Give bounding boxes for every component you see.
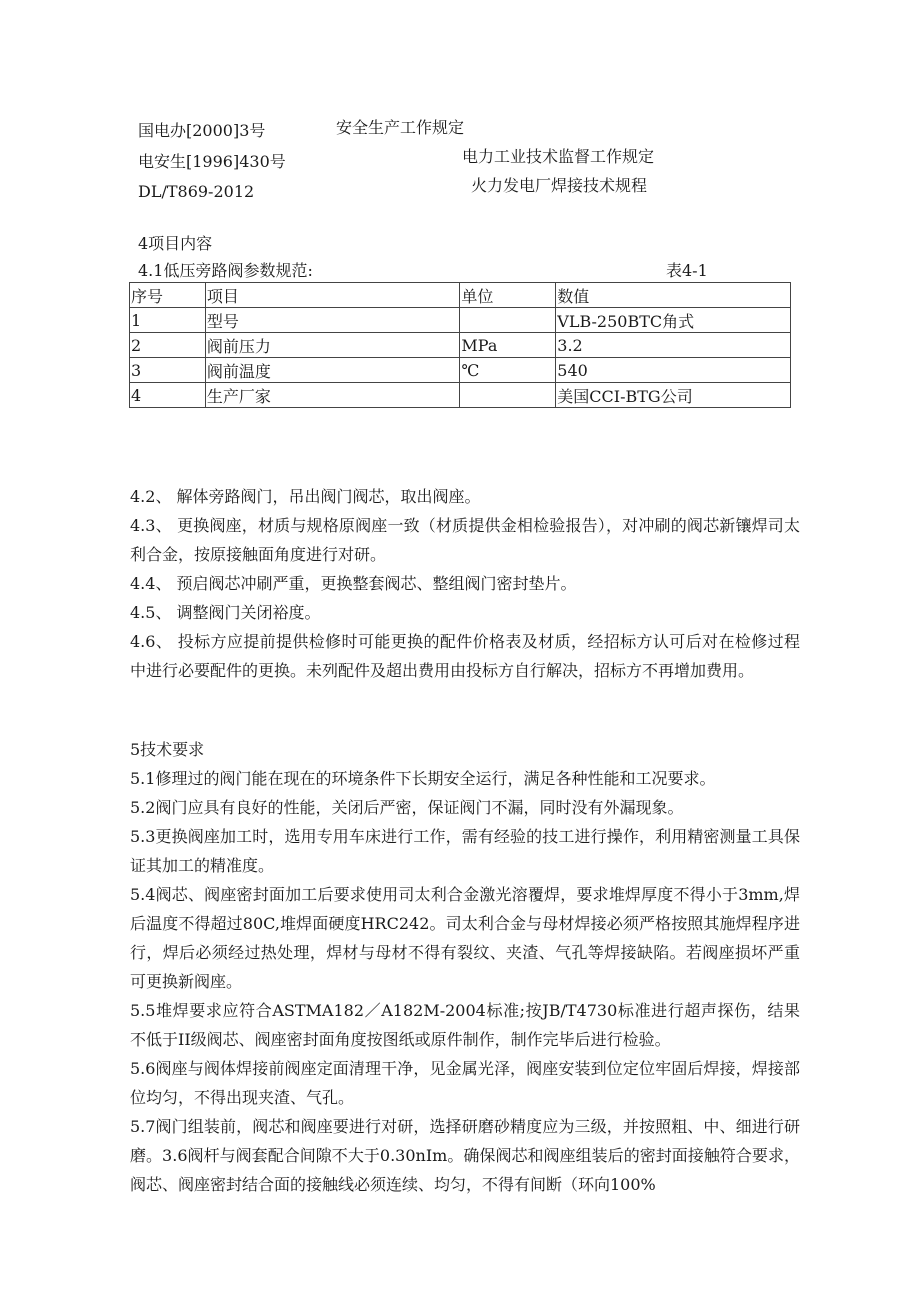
item-5-3: 5.3更换阀座加工时，选用专用车床进行工作，需有经验的技工进行操作，利用精密测量工具保证其加工的精准度。 xyxy=(130,827,800,875)
table-header-cell: 序号 xyxy=(130,283,206,308)
table-label: 表4-1 xyxy=(666,261,708,280)
table-cell: 生产厂家 xyxy=(205,383,460,408)
reference-code-2: 电安生[1996]430号 xyxy=(138,152,286,171)
table-row xyxy=(130,333,791,358)
item-4-5: 4.5、 调整阀门关闭裕度。 xyxy=(130,603,321,622)
table-cell xyxy=(460,383,556,408)
table-row xyxy=(130,358,791,383)
reference-title-3: 火力发电厂焊接技术规程 xyxy=(471,176,648,195)
table-cell: ℃ xyxy=(460,358,556,383)
table-header-cell: 项目 xyxy=(205,283,460,308)
table-cell: 阀前温度 xyxy=(205,358,460,383)
item-5-4: 5.4阀芯、阀座密封面加工后要求使用司太利合金激光溶覆焊，要求堆焊厚度不得小于3mm,焊后温度不得超过80C,堆焊面硬度HRC242。司太利合金与母材焊接必须严格按照其施焊程序进行，焊后必须经过热处理，焊材与母材不得有裂纹、夹渣、气孔等焊接缺陷。若阀座损坏严重可更换新阀座。 xyxy=(130,885,800,991)
section-4-items xyxy=(130,482,800,685)
table-cell: 美国CCI-BTG公司 xyxy=(556,383,791,408)
table-cell: 540 xyxy=(556,358,791,383)
item-4-2: 4.2、 解体旁路阀门，吊出阀门阀芯，取出阀座。 xyxy=(130,487,481,506)
item-5-7: 5.7阀门组装前，阀芯和阀座要进行对研，选择研磨砂精度应为三级，并按照粗、中、细进行研磨。3.6阀杆与阀套配合间隙不大于0.30nIm。确保阀芯和阀座组装后的密封面接触符合要求，阀芯、阀座密封结合面的接触线必须连续、均匀，不得有间断（环向100% xyxy=(130,1117,800,1194)
table-cell: 4 xyxy=(130,383,206,408)
section-5 xyxy=(130,735,800,1199)
table-cell: 1 xyxy=(130,308,206,333)
table-cell: MPa xyxy=(460,333,556,358)
section-4-heading: 4项目内容 xyxy=(138,234,213,253)
table-cell: 型号 xyxy=(205,308,460,333)
item-5-5: 5.5堆焊要求应符合ASTMA182／A182M-2004标准;按JB/T4730标准进行超声探伤，结果不低于II级阀芯、阀座密封面角度按图纸或原件制作，制作完毕后进行检验。 xyxy=(130,1001,800,1049)
table-cell: 阀前压力 xyxy=(205,333,460,358)
reference-title-2: 电力工业技术监督工作规定 xyxy=(462,147,655,166)
table-cell: VLB-250BTC角式 xyxy=(556,308,791,333)
item-4-6: 4.6、 投标方应提前提供检修时可能更换的配件价格表及材质，经招标方认可后对在检修过程中进行必要配件的更换。未列配件及超出费用由投标方自行解决，招标方不再增加费用。 xyxy=(130,632,800,680)
item-5-2: 5.2阀门应具有良好的性能，关闭后严密，保证阀门不漏，同时没有外漏现象。 xyxy=(130,798,684,817)
item-5-6: 5.6阀座与阀体焊接前阀座定面清理干净，见金属光泽，阀座安装到位定位牢固后焊接，焊接部位均匀，不得出现夹渣、气孔。 xyxy=(130,1059,800,1107)
table-cell: 2 xyxy=(130,333,206,358)
item-4-3: 4.3、 更换阀座，材质与规格原阀座一致（材质提供金相检验报告），对冲刷的阀芯新镶焊司太利合金，按原接触面角度进行对研。 xyxy=(130,516,800,564)
table-header-cell: 单位 xyxy=(460,283,556,308)
section-4-1-subheading: 4.1低压旁路阀参数规范: xyxy=(138,261,313,280)
table-row xyxy=(130,383,791,408)
table-header-cell: 数值 xyxy=(556,283,791,308)
section-5-heading: 5技术要求 xyxy=(130,740,205,759)
table-cell xyxy=(460,308,556,333)
reference-code-1: 国电办[2000]3号 xyxy=(138,121,266,140)
table-header-row xyxy=(130,283,791,308)
table-row xyxy=(130,308,791,333)
reference-title-1: 安全生产工作规定 xyxy=(336,118,465,137)
table-cell: 3.2 xyxy=(556,333,791,358)
reference-code-3: DL/T869-2012 xyxy=(138,182,255,201)
table-cell: 3 xyxy=(130,358,206,383)
item-4-4: 4.4、 预启阀芯冲刷严重，更换整套阀芯、整组阀门密封垫片。 xyxy=(130,574,577,593)
item-5-1: 5.1修理过的阀门能在现在的环境条件下长期安全运行，满足各种性能和工况要求。 xyxy=(130,769,716,788)
valve-parameter-table xyxy=(129,282,791,408)
